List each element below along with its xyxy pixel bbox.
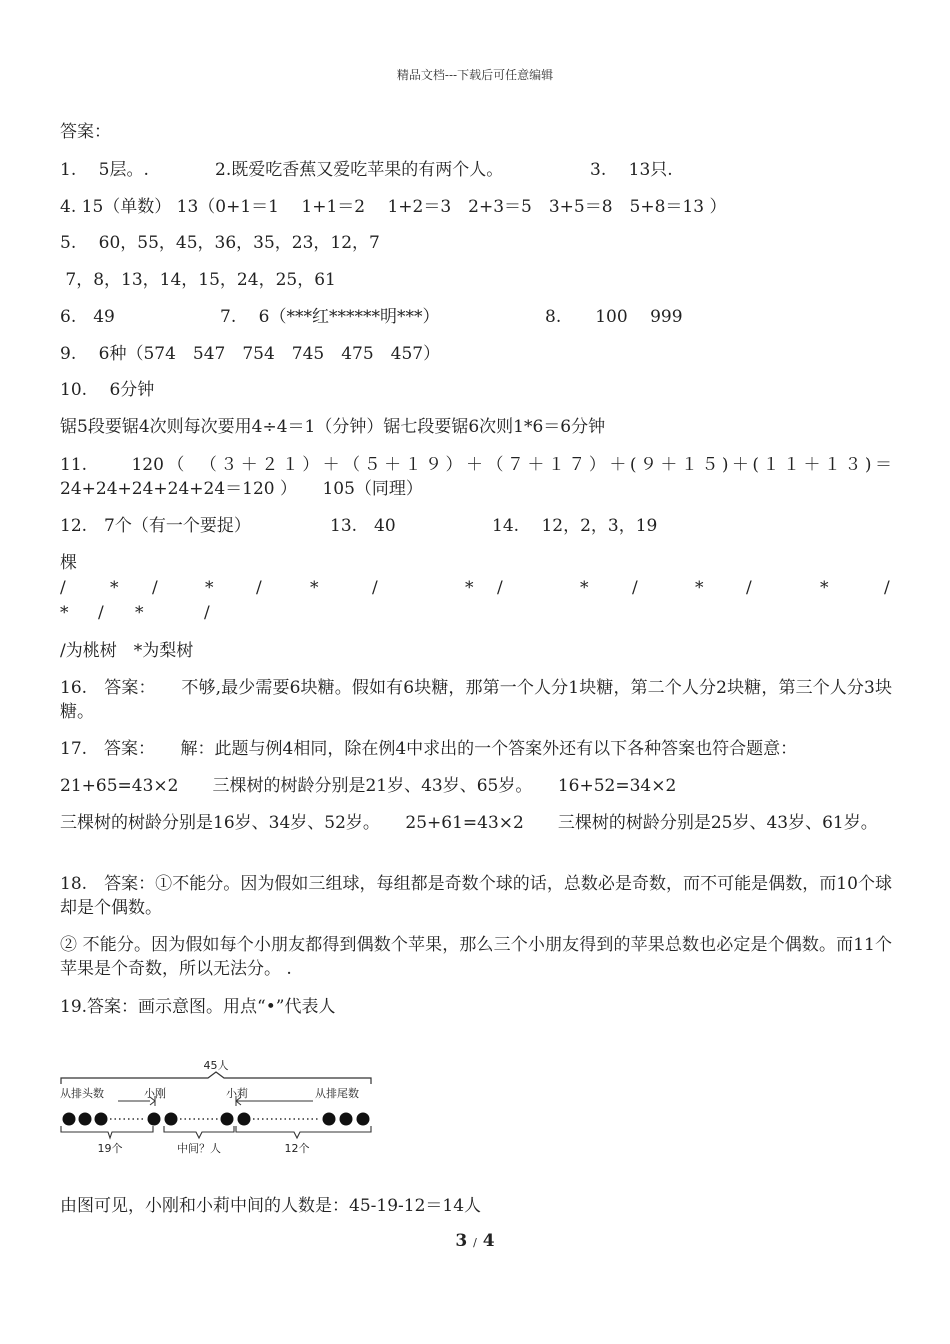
page-current: 3 xyxy=(455,1231,468,1251)
tree-legend: /为桃树 *为梨树 xyxy=(60,641,194,661)
answer-9: 9. 6种（574 547 754 745 475 457） xyxy=(60,344,441,364)
answer-11: 11. 120（ （３＋２１）＋（５＋１９）＋（７＋１７）＋(９＋１５)＋(１１＋１３)＝24+24+24+24+24＝120 ） 105（同理） xyxy=(60,455,892,499)
tree-symbol: / xyxy=(256,578,262,598)
tree-symbol: * xyxy=(820,578,829,598)
tree-symbol: * xyxy=(60,603,69,623)
tree-symbol: * xyxy=(695,578,704,598)
answer-8: 8. 100 999 xyxy=(545,307,683,327)
answer-5b: 7，8，13，14，15，24，25，61 xyxy=(60,270,336,290)
answer-2: 2.既爱吃香蕉又爱吃苹果的有两个人。 xyxy=(215,160,504,180)
tree-symbol: * xyxy=(580,578,589,598)
answer-1: 1. 5层。. xyxy=(60,160,149,180)
answer-7: 7. 6（***红******明***） xyxy=(220,307,440,327)
tree-symbol: / xyxy=(98,603,104,623)
answer-3: 3. 13只. xyxy=(590,160,673,180)
answer-16: 16. 答案： 不够,最少需要6块糖。假如有6块糖，那第一个人分1块糖，第二个人分2块糖，第三个人分3块糖。 xyxy=(60,678,892,722)
answer-17: 17. 答案： 解：此题与例4相同，除在例4中求出的一个答案外还有以下各种答案也符合题意： xyxy=(60,739,798,759)
tree-symbol: / xyxy=(884,578,890,598)
tree-symbol: * xyxy=(110,578,119,598)
xiaoli-label: 小莉 xyxy=(226,1087,248,1100)
answer-5a: 5. 60，55，45，36，35，23，12，7 xyxy=(60,233,380,253)
tree-symbol: / xyxy=(372,578,378,598)
tree-symbol: / xyxy=(632,578,638,598)
tree-symbol: / xyxy=(152,578,158,598)
page-separator: / xyxy=(473,1236,477,1249)
tail-label: 从排尾数 xyxy=(315,1087,359,1100)
left-count-label: 19个 xyxy=(97,1142,123,1155)
conclusion: 由图可见，小刚和小莉中间的人数是：45-19-12＝14人 xyxy=(60,1196,482,1216)
answer-10: 10. 6分钟 xyxy=(60,380,155,400)
answer-6: 6. 49 xyxy=(60,307,115,327)
middle-label: 中间？人 xyxy=(177,1142,221,1155)
page-total: 4 xyxy=(482,1231,495,1251)
total-label: 45人 xyxy=(203,1059,229,1072)
answer-19: 19.答案：画示意图。用点“•”代表人 xyxy=(60,997,336,1017)
tree-symbol: * xyxy=(310,578,319,598)
tree-symbol: * xyxy=(465,578,474,598)
answer-18-b: ② 不能分。因为假如每个小朋友都得到偶数个苹果，那么三个小朋友得到的苹果总数也必定是个偶数。而11个苹果是个奇数，所以无法分。 . xyxy=(60,935,892,979)
answer-13: 13. 40 xyxy=(330,516,396,536)
answer-17-case1: 21+65=43×2 三棵树的树龄分别是21岁、43岁、65岁。 16+52=34×2 xyxy=(60,776,677,796)
right-count-label: 12个 xyxy=(284,1142,310,1155)
tree-symbol: / xyxy=(746,578,752,598)
answer-14: 14. 12，2，3，19 xyxy=(492,516,658,536)
answer-10-explain: 锯5段要锯4次则每次要用4÷4＝1（分钟）锯七段要锯6次则1*6＝6分钟 xyxy=(60,417,606,437)
xiaogang-label: 小刚 xyxy=(144,1087,166,1100)
tree-symbol: / xyxy=(60,578,66,598)
answer-12: 12. 7个（有一个要捉） xyxy=(60,516,251,536)
head-label: 从排头数 xyxy=(60,1087,104,1100)
page-header: 精品文档---下载后可任意编辑 xyxy=(396,68,554,82)
answer-18: 18. 答案：①不能分。因为假如三组球，每组都是奇数个球的话，总数必是奇数，而不可能是偶数，而10个球却是个偶数。 xyxy=(60,874,892,918)
page-number xyxy=(0,1231,950,1251)
tree-symbol: / xyxy=(497,578,503,598)
answer-15-unit: 棵 xyxy=(60,553,77,573)
answer-4: 4. 15（单数） 13（0+1＝1 1+1＝2 1+2＝3 2+3＝5 3+5＝8 5+8＝13 ） xyxy=(60,197,727,217)
queue-diagram xyxy=(58,1058,374,1160)
tree-symbol: * xyxy=(205,578,214,598)
tree-symbol: * xyxy=(135,603,144,623)
answers-title: 答案： xyxy=(60,122,111,142)
tree-symbol: / xyxy=(204,603,210,623)
answer-17-case2: 三棵树的树龄分别是16岁、34岁、52岁。 25+61=43×2 三棵树的树龄分别是25岁、43岁、61岁。 xyxy=(60,813,878,833)
